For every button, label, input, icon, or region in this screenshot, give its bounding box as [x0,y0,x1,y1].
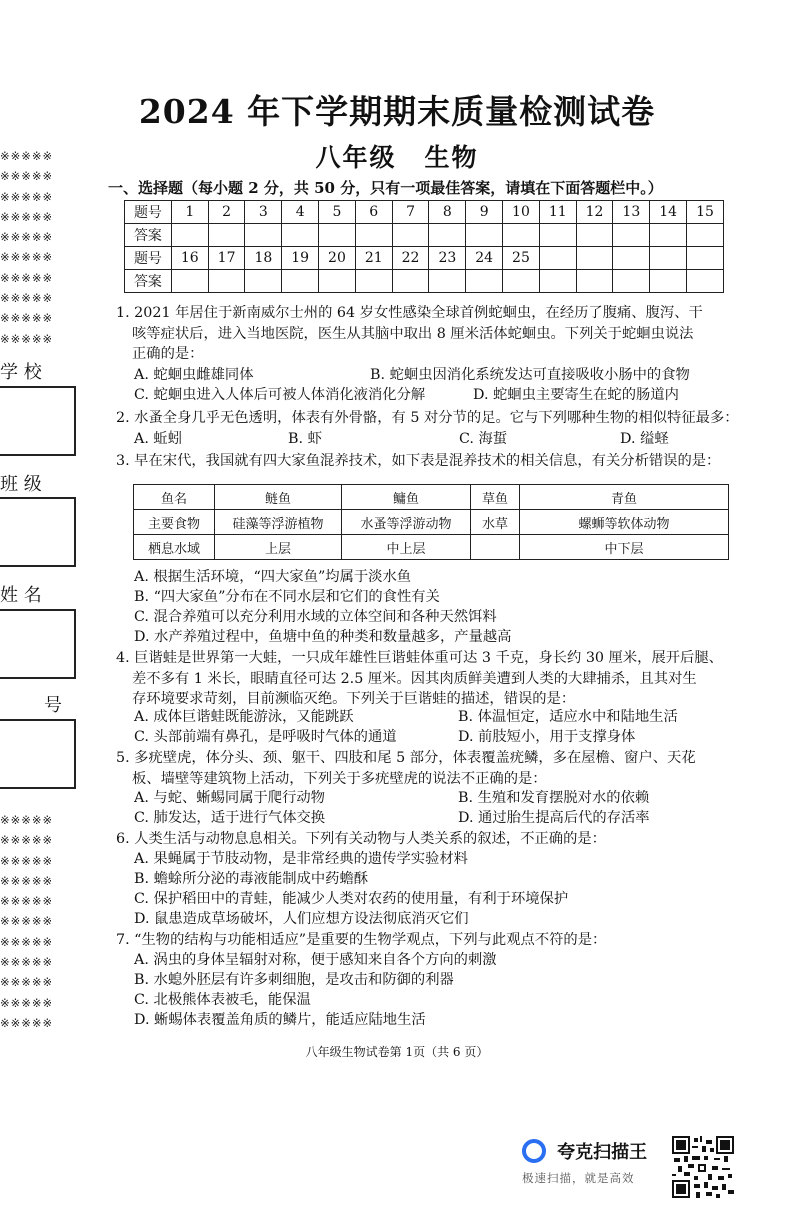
answer-table-row [125,224,724,247]
table-cell: 答案 [125,270,172,293]
table-cell: 鲢鱼 [215,485,342,510]
table-cell: 6 [355,201,392,224]
answer-cell[interactable] [429,224,466,247]
option-6a[interactable]: A. 果蝇属于节肢动物，是非常经典的遗传学实验材料 [134,851,468,867]
table-cell: 青鱼 [520,485,729,510]
table-cell [687,247,724,270]
qr-code-icon [672,1136,734,1198]
table-cell: 21 [355,247,392,270]
scanner-name: 夸克扫描王 [557,1142,648,1163]
table-cell: 10 [503,201,540,224]
table-cell [471,535,520,560]
option-3c[interactable]: C. 混合养殖可以充分利用水域的立体空间和各种天然饵料 [134,609,497,625]
option-5a[interactable]: A. 与蛇、蜥蜴同属于爬行动物 [134,790,325,806]
table-cell: 1 [171,201,208,224]
answer-cell[interactable] [466,270,503,293]
answer-cell[interactable] [613,224,650,247]
scanner-logo-icon [522,1139,546,1163]
table-row [134,510,729,535]
option-2c[interactable]: C. 海蜇 [459,431,508,447]
table-cell: 草鱼 [471,485,520,510]
question-6: 6. 人类生活与动物息息相关。下列有关动物与人类关系的叙述，不正确的是： [116,831,606,847]
option-7d[interactable]: D. 蜥蜴体表覆盖角质的鳞片，能适应陆地生活 [134,1012,426,1028]
table-cell: 8 [429,201,466,224]
answer-cell[interactable] [539,224,576,247]
option-5b[interactable]: B. 生殖和发育摆脱对水的依赖 [458,790,650,806]
answer-table [124,200,724,293]
table-cell: 22 [392,247,429,270]
table-cell: 上层 [215,535,342,560]
question-text: 1. 2021 年居住于新南威尔士州的 64 岁女性感染全球首例蛇蛔虫，在经历了腹痛、腹泻、干 [116,305,703,321]
question-1 [116,303,703,365]
table-cell [650,247,687,270]
option-7c[interactable]: C. 北极熊体表被毛，能保温 [134,992,311,1008]
option-3d[interactable]: D. 水产养殖过程中，鱼塘中鱼的种类和数量越多，产量越高 [134,629,512,645]
option-7b[interactable]: B. 水螅外胚层有许多刺细胞，是攻击和防御的利器 [134,972,454,988]
fish-table [133,484,729,560]
table-cell [576,247,613,270]
table-cell: 鱼名 [134,485,215,510]
answer-cell[interactable] [282,224,319,247]
question-text: 4. 巨谐蛙是世界第一大蛙，一只成年雄性巨谐蛙体重可达 3 千克，身长约 30 厘米，展开后腿、 [116,650,723,666]
answer-cell[interactable] [392,224,429,247]
option-1b[interactable]: B. 蛇蛔虫因消化系统发达可直接吸收小肠中的食物 [370,367,690,383]
school-field[interactable] [0,386,76,456]
table-cell: 13 [613,201,650,224]
answer-cell[interactable] [282,270,319,293]
question-text: 5. 多疣壁虎，体分头、颈、躯干、四肢和尾 5 部分，体表覆盖疣鳞，多在屋檐、窗户、天花 [116,750,696,766]
answer-cell[interactable] [466,224,503,247]
number-field[interactable] [0,719,76,789]
question-text: 板、墙壁等建筑物上活动，下列关于多疣壁虎的说法不正确的是： [132,770,547,787]
binding-stars-top: ※※※※※ ※※※※※ ※※※※※ ※※※※※ ※※※※※ ※※※※※ ※※※※※ ※※※※※ ※※※※※ ※※※※※ [0,149,54,346]
answer-cell[interactable] [503,224,540,247]
question-text: 咳等症状后，进入当地医院，医生从其脑中取出 8 厘米活体蛇蛔虫。下列关于蛇蛔虫说法 [132,325,694,342]
table-cell: 答案 [125,224,172,247]
option-1a[interactable]: A. 蛇蛔虫雌雄同体 [134,367,254,383]
grade-label: 八年级 [315,143,397,172]
table-cell: 25 [503,247,540,270]
answer-cell[interactable] [171,224,208,247]
answer-table-row [125,247,724,270]
table-cell: 题号 [125,247,172,270]
table-cell: 17 [208,247,245,270]
name-field[interactable] [0,609,76,679]
answer-cell[interactable] [355,224,392,247]
answer-cell[interactable] [319,270,356,293]
school-label: 学 校 [0,362,42,383]
number-label: 号 [44,695,62,716]
table-cell: 23 [429,247,466,270]
table-cell: 3 [245,201,282,224]
name-label: 姓 名 [0,585,42,606]
table-cell: 19 [282,247,319,270]
table-cell: 7 [392,201,429,224]
scanner-watermark [522,1138,672,1186]
table-cell [539,247,576,270]
answer-cell[interactable] [208,270,245,293]
table-cell: 栖息水域 [134,535,215,560]
answer-table-row [125,201,724,224]
table-cell: 中下层 [520,535,729,560]
table-cell: 9 [466,201,503,224]
table-cell: 鳙鱼 [342,485,471,510]
answer-cell[interactable] [650,270,687,293]
answer-table-row [125,270,724,293]
table-cell: 18 [245,247,282,270]
exam-title: 2024 年下学期期末质量检测试卷 [138,92,656,131]
table-cell: 14 [650,201,687,224]
answer-cell[interactable] [355,270,392,293]
option-5c[interactable]: C. 肺发达，适于进行气体交换 [134,810,326,826]
table-cell: 24 [466,247,503,270]
page-footer: 八年级生物试卷第 1页（共 6 页） [305,1045,489,1059]
question-5 [116,748,696,789]
answer-cell[interactable] [245,270,282,293]
answer-cell[interactable] [429,270,466,293]
binding-stars-bottom: ※※※※※ ※※※※※ ※※※※※ ※※※※※ ※※※※※ ※※※※※ ※※※※※ ※※※※※ ※※※※※ ※※※※※ ※※※※※ [0,813,54,1030]
table-cell: 5 [319,201,356,224]
option-2b[interactable]: B. 虾 [288,431,322,447]
option-2d[interactable]: D. 缢蛏 [620,431,669,447]
question-3: 3. 早在宋代，我国就有四大家鱼混养技术，如下表是混养技术的相关信息，有关分析错误的是： [116,453,721,469]
option-3a[interactable]: A. 根据生活环境，“四大家鱼”均属于淡水鱼 [134,569,412,585]
table-cell: 水草 [471,510,520,535]
question-text: 正确的是： [132,346,204,362]
answer-cell[interactable] [392,270,429,293]
table-row [134,485,729,510]
option-2a[interactable]: A. 蚯蚓 [134,431,183,447]
answer-cell[interactable] [687,224,724,247]
table-cell: 11 [539,201,576,224]
table-cell: 4 [282,201,319,224]
answer-cell[interactable] [650,224,687,247]
question-text: 差不多有 1 米长，眼睛直径可达 2.5 厘米。因其肉质鲜美遭到人类的大肆捕杀，且其对生 [132,670,697,687]
option-1d[interactable]: D. 蛇蛔虫主要寄生在蛇的肠道内 [473,387,679,403]
option-4a[interactable]: A. 成体巨谐蛙既能游泳，又能跳跃 [134,709,354,725]
scanner-slogan: 极速扫描，就是高效 [522,1171,635,1185]
question-7: 7. “生物的结构与功能相适应”是重要的生物学观点，下列与此观点不符的是： [116,932,607,948]
class-field[interactable] [0,497,76,567]
option-1c[interactable]: C. 蛇蛔虫进入人体后可被人体消化液消化分解 [134,387,426,403]
answer-cell[interactable] [613,270,650,293]
table-cell: 2 [208,201,245,224]
table-cell: 16 [171,247,208,270]
answer-cell[interactable] [503,270,540,293]
question-4 [116,648,723,710]
answer-cell[interactable] [539,270,576,293]
table-cell: 15 [687,201,724,224]
option-6d[interactable]: D. 鼠患造成草场破坏，人们应想方设法彻底消灭它们 [134,911,469,927]
option-4b[interactable]: B. 体温恒定，适应水中和陆地生活 [458,709,678,725]
table-cell: 硅藻等浮游植物 [215,510,342,535]
answer-cell[interactable] [208,224,245,247]
table-cell: 水蚤等浮游动物 [342,510,471,535]
subject-label: 生物 [424,143,479,172]
answer-cell[interactable] [319,224,356,247]
question-2: 2. 水蚤全身几乎无色透明，体表有外骨骼，有 5 对分节的足。它与下列哪种生物的相似特征最多： [116,410,739,426]
table-row [134,535,729,560]
answer-cell[interactable] [576,224,613,247]
table-cell: 中上层 [342,535,471,560]
answer-cell[interactable] [687,270,724,293]
exam-subtitle [0,138,794,174]
answer-cell[interactable] [171,270,208,293]
table-cell: 螺蛳等软体动物 [520,510,729,535]
section-heading: 一、选择题（每小题 2 分，共 50 分，只有一项最佳答案，请填在下面答题栏中。） [108,179,663,197]
option-6c[interactable]: C. 保护稻田中的青蛙，能减少人类对农药的使用量，有利于环境保护 [134,891,569,907]
option-7a[interactable]: A. 涡虫的身体呈辐射对称，便于感知来自各个方向的刺激 [134,952,497,968]
table-cell [613,247,650,270]
table-cell: 20 [319,247,356,270]
table-cell: 主要食物 [134,510,215,535]
table-cell: 12 [576,201,613,224]
answer-cell[interactable] [576,270,613,293]
class-label: 班 级 [0,474,42,495]
option-3b[interactable]: B. “四大家鱼”分布在不同水层和它们的食性有关 [134,589,440,605]
option-4c[interactable]: C. 头部前端有鼻孔，是呼吸时气体的通道 [134,729,397,745]
question-text: 存环境要求苛刻，目前濒临灭绝。下列关于巨谐蛙的描述，错误的是： [132,691,576,707]
option-6b[interactable]: B. 蟾蜍所分泌的毒液能制成中药蟾酥 [134,871,369,887]
option-5d[interactable]: D. 通过胎生提高后代的存活率 [458,810,650,826]
option-4d[interactable]: D. 前肢短小，用于支撑身体 [458,729,636,745]
answer-cell[interactable] [245,224,282,247]
table-cell: 题号 [125,201,172,224]
